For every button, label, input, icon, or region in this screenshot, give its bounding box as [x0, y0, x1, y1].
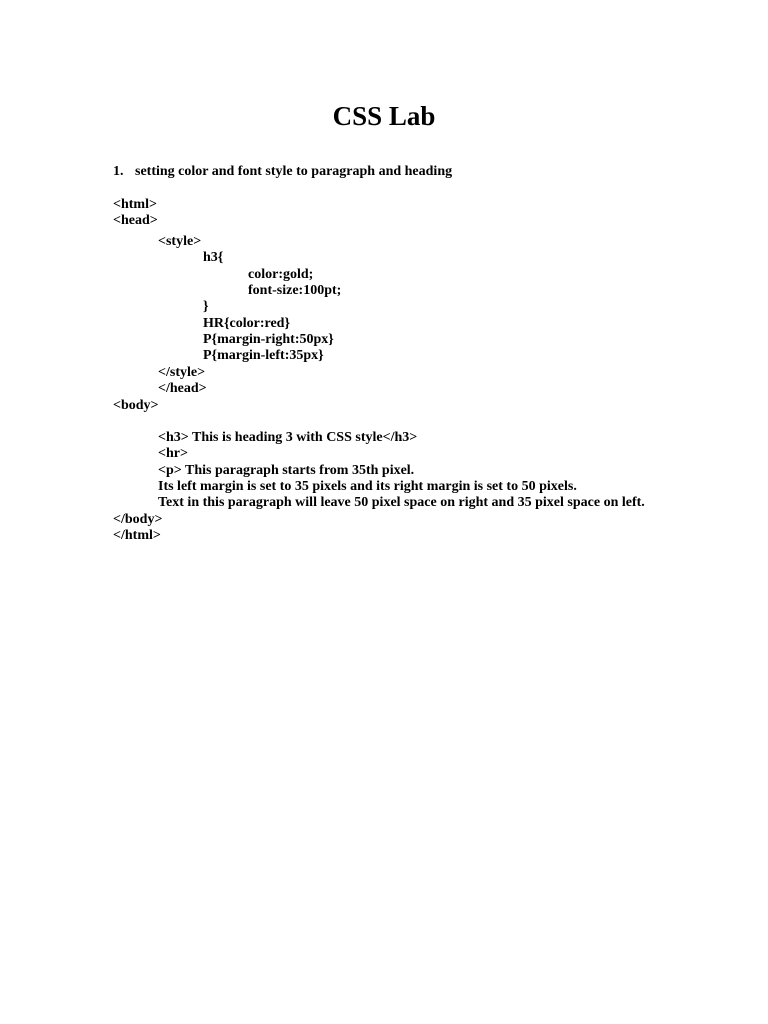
code-line: <body>	[113, 398, 159, 413]
code-line: </head>	[158, 381, 207, 396]
item-text: setting color and font style to paragraph and heading	[135, 164, 453, 179]
code-line: HR{color:red}	[203, 316, 290, 331]
code-line: <hr>	[158, 446, 188, 461]
item-number: 1.	[113, 164, 124, 179]
code-line: P{margin-left:35px}	[203, 348, 324, 363]
code-line: </html>	[113, 528, 161, 543]
code-line: font-size:100pt;	[248, 283, 342, 298]
code-line: P{margin-right:50px}	[203, 332, 334, 347]
page-title: CSS Lab	[332, 101, 436, 131]
code-line: <style>	[158, 234, 202, 249]
code-line: </body>	[113, 512, 163, 527]
numbered-item	[113, 163, 452, 181]
code-line: }	[203, 299, 209, 314]
code-line: Text in this paragraph will leave 50 pixel space on right and 35 pixel space on left.	[158, 495, 645, 510]
code-line: color:gold;	[248, 267, 314, 282]
code-line: Its left margin is set to 35 pixels and its right margin is set to 50 pixels.	[158, 479, 577, 494]
code-line: h3{	[203, 250, 224, 265]
code-line: <h3> This is heading 3 with CSS style</h3>	[158, 430, 418, 445]
code-line: </style>	[158, 365, 206, 380]
code-line: <html>	[113, 197, 157, 212]
code-line: <head>	[113, 213, 158, 228]
code-line: <p> This paragraph starts from 35th pixel.	[158, 463, 415, 478]
